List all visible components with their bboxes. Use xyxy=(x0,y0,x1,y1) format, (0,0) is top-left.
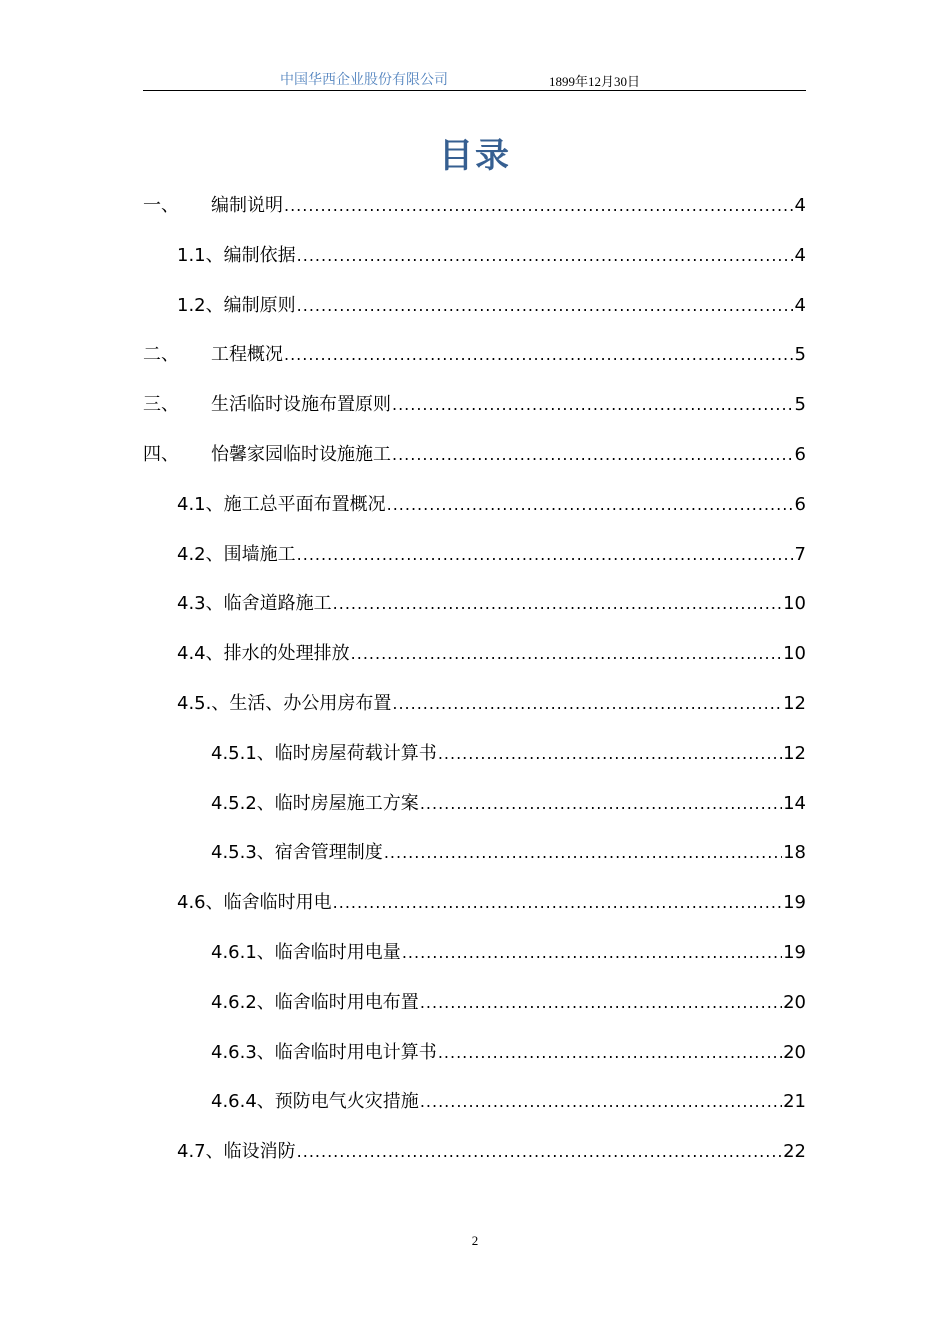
toc-entry-page: 6 xyxy=(794,494,806,515)
toc-dot-leader xyxy=(387,492,794,518)
toc-entry-page: 20 xyxy=(783,1042,806,1063)
toc-entry-number: 三、 xyxy=(143,394,179,415)
page-number: 2 xyxy=(471,1233,479,1248)
header-date: 1899年12月30日 xyxy=(549,74,641,89)
toc-entry[interactable] xyxy=(177,890,806,916)
toc-entry-page: 14 xyxy=(783,793,806,814)
toc-dot-leader xyxy=(438,741,782,767)
toc-title: 目录 xyxy=(439,136,511,176)
toc-entry[interactable] xyxy=(177,243,806,269)
toc-entry-number: 四、 xyxy=(143,444,179,465)
toc-entry-title: 4.5.3、宿舍管理制度 xyxy=(211,842,383,863)
toc-entry[interactable] xyxy=(211,741,806,767)
toc-entry[interactable] xyxy=(211,940,806,966)
toc-entry-title: 4.5.、生活、办公用房布置 xyxy=(177,693,392,714)
toc-entry-page: 19 xyxy=(783,892,806,913)
toc-entry-page: 5 xyxy=(794,344,806,365)
toc-entry-page: 4 xyxy=(794,245,806,266)
toc-entry[interactable] xyxy=(177,1139,806,1165)
toc-dot-leader xyxy=(284,342,794,368)
toc-entry-number: 一、 xyxy=(143,195,179,216)
toc-entry[interactable] xyxy=(211,990,806,1016)
toc-entry-page: 4 xyxy=(794,195,806,216)
toc-entry-title: 4.5.1、临时房屋荷载计算书 xyxy=(211,743,437,764)
toc-dot-leader xyxy=(392,442,794,468)
toc-entry-title: 1.1、编制依据 xyxy=(177,245,296,266)
toc-entry-title: 4.3、临舍道路施工 xyxy=(177,593,332,614)
toc-entry-page: 10 xyxy=(783,593,806,614)
toc-entry-page: 21 xyxy=(783,1091,806,1112)
toc-entry[interactable] xyxy=(177,591,806,617)
toc-entry-title: 怡馨家园临时设施施工 xyxy=(211,444,391,465)
toc-entry-page: 12 xyxy=(783,693,806,714)
header-company-name: 中国华西企业股份有限公司 xyxy=(280,72,448,88)
toc-entry-page: 7 xyxy=(794,544,806,565)
toc-entry-number: 二、 xyxy=(143,344,179,365)
toc-entry-page: 18 xyxy=(783,842,806,863)
toc-entry-page: 20 xyxy=(783,992,806,1013)
toc-entry[interactable] xyxy=(177,691,806,717)
toc-dot-leader xyxy=(297,293,794,319)
toc-dot-leader xyxy=(438,1040,782,1066)
toc-dot-leader xyxy=(384,840,782,866)
toc-entry-title: 4.1、施工总平面布置概况 xyxy=(177,494,386,515)
toc-entry[interactable] xyxy=(211,840,806,866)
toc-entry[interactable] xyxy=(143,392,806,418)
toc-dot-leader xyxy=(420,990,782,1016)
toc-dot-leader xyxy=(297,243,794,269)
toc-entry-title: 4.5.2、临时房屋施工方案 xyxy=(211,793,419,814)
toc-entry-title: 编制说明 xyxy=(211,195,283,216)
toc-dot-leader xyxy=(392,392,794,418)
toc-entry-title: 4.7、临设消防 xyxy=(177,1141,296,1162)
toc-entry[interactable] xyxy=(143,193,806,219)
toc-entry-page: 4 xyxy=(794,295,806,316)
toc-entry-page: 19 xyxy=(783,942,806,963)
toc-entry-page: 12 xyxy=(783,743,806,764)
toc-dot-leader xyxy=(333,591,782,617)
toc-entry-title: 1.2、编制原则 xyxy=(177,295,296,316)
toc-dot-leader xyxy=(402,940,782,966)
page-header xyxy=(143,68,806,91)
toc-entry-page: 10 xyxy=(783,643,806,664)
toc-entry[interactable] xyxy=(211,791,806,817)
toc-dot-leader xyxy=(420,791,782,817)
toc-entry-title: 工程概况 xyxy=(211,344,283,365)
toc-entry-title: 4.6.2、临舍临时用电布置 xyxy=(211,992,419,1013)
toc-dot-leader xyxy=(351,641,782,667)
toc-dot-leader xyxy=(284,193,794,219)
toc-entry[interactable] xyxy=(211,1089,806,1115)
toc-dot-leader xyxy=(297,1139,782,1165)
toc-entry-page: 22 xyxy=(783,1141,806,1162)
toc-dot-leader xyxy=(392,691,782,717)
toc-dot-leader xyxy=(333,890,782,916)
toc-entry[interactable] xyxy=(211,1040,806,1066)
toc-dot-leader xyxy=(297,542,794,568)
toc-entry[interactable] xyxy=(177,492,806,518)
toc-entry-title: 生活临时设施布置原则 xyxy=(211,394,391,415)
toc-entry[interactable] xyxy=(143,342,806,368)
toc-entry-title: 4.6.1、临舍临时用电量 xyxy=(211,942,401,963)
toc-entry[interactable] xyxy=(177,293,806,319)
toc-entry[interactable] xyxy=(177,641,806,667)
toc-entry-title: 4.6、临舍临时用电 xyxy=(177,892,332,913)
toc-entry[interactable] xyxy=(143,442,806,468)
toc-entry[interactable] xyxy=(177,542,806,568)
toc-entry-title: 4.2、围墙施工 xyxy=(177,544,296,565)
toc-entry-page: 5 xyxy=(794,394,806,415)
toc-entry-title: 4.6.4、预防电气火灾措施 xyxy=(211,1091,419,1112)
toc-entry-title: 4.4、排水的处理排放 xyxy=(177,643,350,664)
toc-entry-title: 4.6.3、临舍临时用电计算书 xyxy=(211,1042,437,1063)
toc-dot-leader xyxy=(420,1089,782,1115)
toc-entry-page: 6 xyxy=(794,444,806,465)
